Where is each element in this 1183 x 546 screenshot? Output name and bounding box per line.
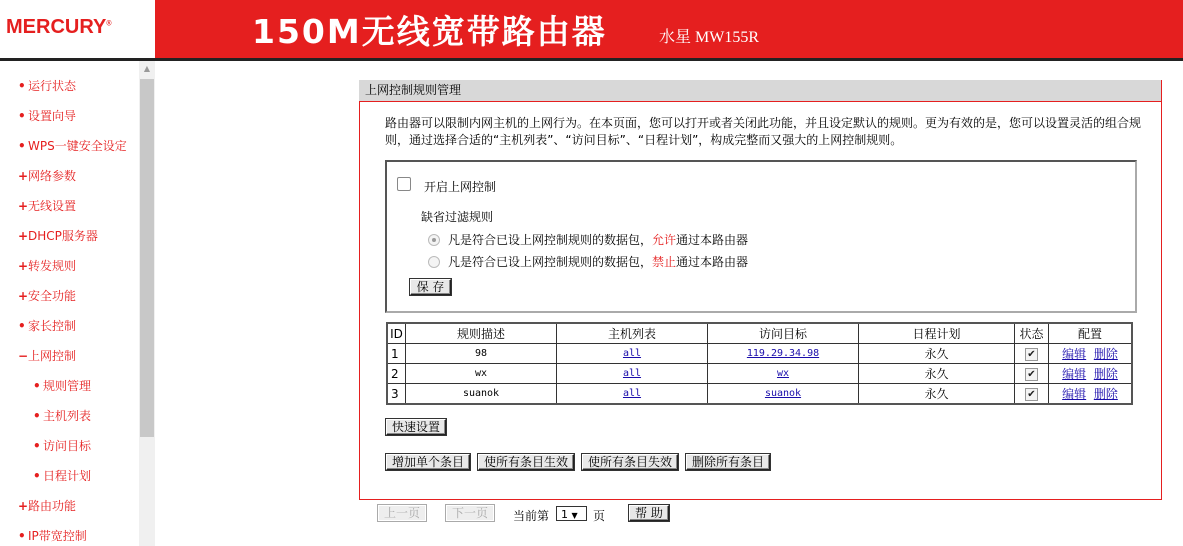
mercury-logo: MERCURY®: [6, 16, 112, 38]
sidebar-item-8[interactable]: [18, 316, 76, 336]
dropdown-arrow-icon: ▼: [571, 511, 578, 520]
menu-bullet-icon: •: [18, 319, 26, 333]
save-button[interactable]: 保 存: [410, 279, 451, 295]
scrollbar-thumb[interactable]: [140, 79, 154, 437]
menu-bullet-icon: +: [18, 499, 29, 513]
target-link[interactable]: suanok: [764, 388, 802, 399]
table-row: [387, 364, 1132, 384]
sidebar-item-10[interactable]: [33, 376, 91, 396]
cell-config: [1049, 344, 1133, 364]
cell-schedule: 永久: [859, 364, 1015, 384]
sidebar-scrollbar[interactable]: [139, 61, 155, 546]
cell-schedule: 永久: [859, 344, 1015, 364]
menu-bullet-icon: •: [33, 379, 41, 393]
radio-allow-label: 凡是符合已设上网控制规则的数据包，允许通过本路由器: [448, 233, 749, 247]
cell-id: 2: [387, 364, 406, 384]
edit-link[interactable]: 编辑: [1062, 367, 1087, 381]
sidebar-item-label: 转发规则: [28, 259, 77, 273]
cell-id: 3: [387, 384, 406, 405]
sidebar-item-12[interactable]: [33, 436, 91, 456]
sidebar-item-15[interactable]: [18, 526, 87, 546]
delete-link[interactable]: 删除: [1093, 347, 1118, 361]
sidebar-item-label: 规则管理: [43, 379, 92, 393]
sidebar-item-label: 访问目标: [43, 439, 92, 453]
menu-bullet-icon: +: [18, 289, 29, 303]
sidebar-item-label: 家长控制: [28, 319, 77, 333]
model-name: 水星 MW155R: [659, 29, 760, 46]
sidebar-item-14[interactable]: [18, 496, 76, 516]
status-checkbox[interactable]: ✔: [1025, 368, 1038, 381]
sidebar-item-label: IP带宽控制: [28, 529, 87, 543]
col-schedule: 日程计划: [859, 323, 1015, 344]
sidebar-item-label: 安全功能: [28, 289, 77, 303]
logo-area: [0, 0, 155, 58]
menu-bullet-icon: +: [18, 259, 29, 273]
status-checkbox[interactable]: ✔: [1025, 388, 1038, 401]
quick-setup-button[interactable]: 快速设置: [386, 419, 446, 435]
menu-bullet-icon: •: [33, 439, 41, 453]
host-link[interactable]: all: [622, 348, 642, 359]
cell-host: [557, 384, 708, 405]
cell-config: [1049, 364, 1133, 384]
menu-bullet-icon: +: [18, 229, 29, 243]
sidebar-item-1[interactable]: [18, 106, 76, 126]
page-description: 路由器可以限制内网主机的上网行为。在本页面，您可以打开或者关闭此功能，并且设定默认的规则。更为有效的是，您可以设置灵活的组合规则，通过选择合适的“主机列表”、“访问目标”、“日程计划”，构成完整而又强大的上网控制规则。: [385, 116, 1142, 147]
sidebar-item-label: WPS一键安全设定: [28, 139, 127, 153]
cell-status: [1015, 344, 1049, 364]
col-host: 主机列表: [557, 323, 708, 344]
table-row: [387, 384, 1132, 405]
sidebar-item-0[interactable]: [18, 76, 76, 96]
header-bar: [0, 0, 1183, 61]
current-page-label: 当前第: [513, 509, 550, 523]
sidebar-item-label: 无线设置: [28, 199, 77, 213]
prev-page-button[interactable]: 上一页: [378, 505, 426, 521]
sidebar-item-11[interactable]: [33, 406, 91, 426]
radio-deny[interactable]: [428, 256, 440, 268]
radio-deny-label: 凡是符合已设上网控制规则的数据包，禁止通过本路由器: [448, 255, 749, 269]
cell-id: 1: [387, 344, 406, 364]
cell-desc: 98: [406, 344, 557, 364]
table-header-row: [387, 323, 1132, 344]
cell-status: [1015, 364, 1049, 384]
table-row: [387, 344, 1132, 364]
scroll-up-icon[interactable]: ▲: [143, 64, 151, 73]
sidebar-item-label: 上网控制: [28, 349, 77, 363]
col-config: 配置: [1049, 323, 1133, 344]
default-rule-label: 缺省过滤规则: [421, 210, 494, 224]
target-link[interactable]: wx: [776, 368, 790, 379]
sidebar-item-label: 日程计划: [43, 469, 92, 483]
sidebar-item-label: 主机列表: [43, 409, 92, 423]
host-link[interactable]: all: [622, 388, 642, 399]
next-page-button[interactable]: 下一页: [446, 505, 494, 521]
sidebar-item-6[interactable]: [18, 256, 76, 276]
cell-target: [708, 344, 859, 364]
radio-allow[interactable]: [428, 234, 440, 246]
sidebar-item-4[interactable]: [18, 196, 76, 216]
rules-table: [386, 322, 1133, 405]
delete-link[interactable]: 删除: [1093, 387, 1118, 401]
enable-control-checkbox[interactable]: [397, 177, 411, 191]
menu-bullet-icon: •: [18, 529, 26, 543]
enable-all-button[interactable]: 使所有条目生效: [478, 454, 574, 470]
enable-control-label: 开启上网控制: [424, 180, 497, 194]
menu-bullet-icon: •: [18, 139, 26, 153]
target-link[interactable]: 119.29.34.98: [746, 348, 820, 359]
sidebar-item-7[interactable]: [18, 286, 76, 306]
col-id: ID: [387, 323, 406, 344]
host-link[interactable]: all: [622, 368, 642, 379]
menu-bullet-icon: +: [18, 199, 29, 213]
sidebar-item-2[interactable]: [18, 136, 127, 156]
sidebar-item-label: DHCP服务器: [28, 229, 98, 243]
menu-bullet-icon: •: [33, 409, 41, 423]
status-checkbox[interactable]: ✔: [1025, 348, 1038, 361]
cell-target: [708, 384, 859, 405]
cell-target: [708, 364, 859, 384]
sidebar-item-3[interactable]: [18, 166, 76, 186]
add-entry-button[interactable]: 增加单个条目: [386, 454, 470, 470]
cell-host: [557, 364, 708, 384]
menu-bullet-icon: +: [18, 169, 29, 183]
sidebar-item-9[interactable]: [18, 346, 76, 366]
delete-link[interactable]: 删除: [1093, 367, 1118, 381]
menu-bullet-icon: •: [18, 79, 26, 93]
sidebar-item-label: 网络参数: [28, 169, 77, 183]
page-select[interactable]: 1 ▼: [556, 506, 587, 521]
delete-all-button[interactable]: 删除所有条目: [686, 454, 770, 470]
help-button[interactable]: 帮 助: [629, 505, 669, 521]
page-suffix-label: 页: [593, 509, 606, 523]
edit-link[interactable]: 编辑: [1062, 347, 1087, 361]
disable-all-button[interactable]: 使所有条目失效: [582, 454, 678, 470]
panel-title-divider: [359, 101, 1161, 102]
sidebar: [0, 61, 155, 546]
sidebar-item-label: 设置向导: [28, 109, 77, 123]
cell-desc: wx: [406, 364, 557, 384]
col-status: 状态: [1015, 323, 1049, 344]
sidebar-item-5[interactable]: [18, 226, 98, 246]
menu-bullet-icon: −: [18, 349, 29, 363]
menu-bullet-icon: •: [33, 469, 41, 483]
product-title: 150M无线宽带路由器: [252, 12, 607, 51]
cell-desc: suanok: [406, 384, 557, 405]
header-divider: [0, 58, 1183, 61]
edit-link[interactable]: 编辑: [1062, 387, 1087, 401]
cell-schedule: 永久: [859, 384, 1015, 405]
panel-title: 上网控制规则管理: [359, 80, 1161, 101]
cell-host: [557, 344, 708, 364]
col-desc: 规则描述: [406, 323, 557, 344]
sidebar-item-13[interactable]: [33, 466, 91, 486]
radio-selected-dot: [432, 238, 436, 242]
cell-status: [1015, 384, 1049, 405]
cell-config: [1049, 384, 1133, 405]
menu-bullet-icon: •: [18, 109, 26, 123]
col-target: 访问目标: [708, 323, 859, 344]
sidebar-item-label: 路由功能: [28, 499, 77, 513]
sidebar-item-label: 运行状态: [28, 79, 77, 93]
